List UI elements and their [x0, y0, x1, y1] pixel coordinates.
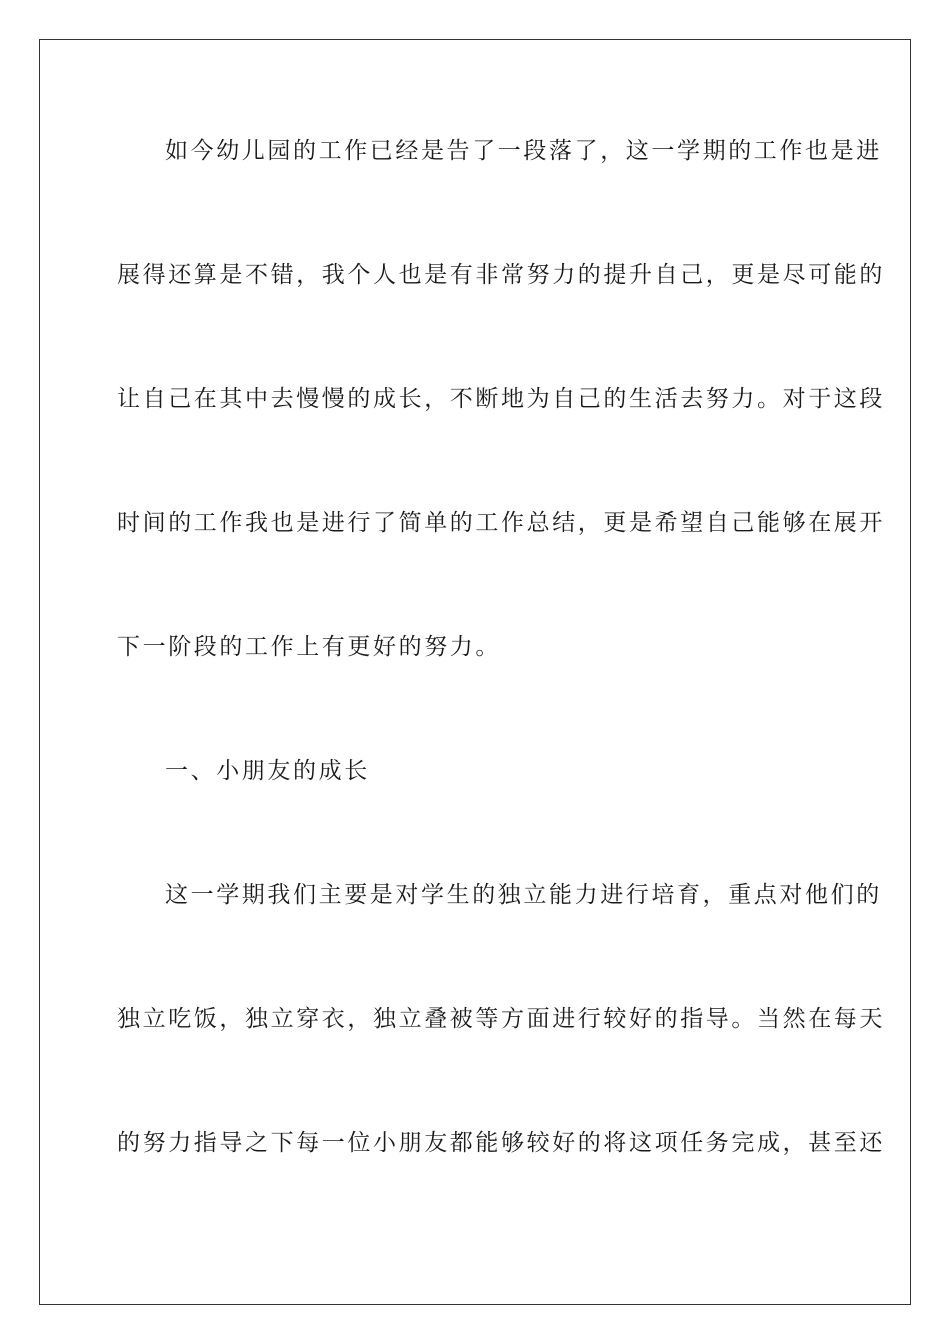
page-border — [39, 39, 911, 1305]
paragraph-2-line-2: 独立吃饭，独立穿衣，独立叠被等方面进行较好的指导。当然在每天 — [117, 1006, 885, 1032]
section-heading: 一、小朋友的成长 — [165, 758, 370, 784]
paragraph-1-line-3: 让自己在其中去慢慢的成长，不断地为自己的生活去努力。对于这段 — [117, 386, 885, 412]
paragraph-1-line-2: 展得还算是不错，我个人也是有非常努力的提升自己，更是尽可能的 — [117, 262, 885, 288]
paragraph-2-line-1: 这一学期我们主要是对学生的独立能力进行培育，重点对他们的 — [165, 882, 882, 908]
paragraph-1-line-1: 如今幼儿园的工作已经是告了一段落了，这一学期的工作也是进 — [165, 138, 882, 164]
paragraph-2-line-3: 的努力指导之下每一位小朋友都能够较好的将这项任务完成，甚至还 — [117, 1130, 885, 1156]
paragraph-1-line-5: 下一阶段的工作上有更好的努力。 — [117, 634, 501, 660]
paragraph-1-line-4: 时间的工作我也是进行了简单的工作总结，更是希望自己能够在展开 — [117, 510, 885, 536]
